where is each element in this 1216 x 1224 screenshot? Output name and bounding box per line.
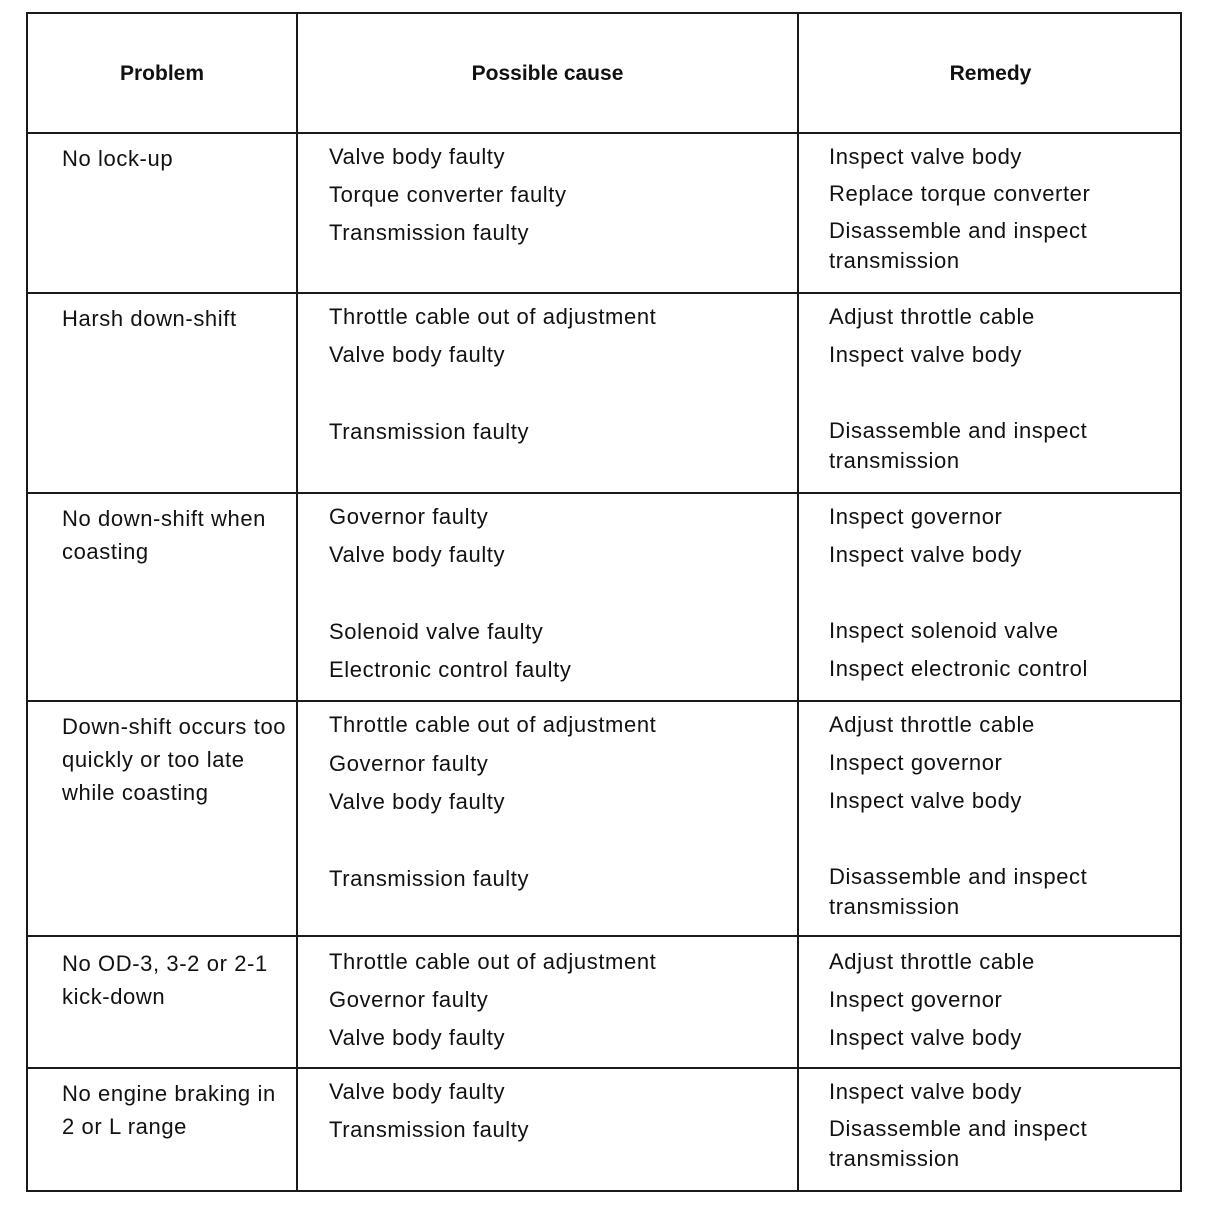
remedy-line: Inspect valve body [829, 1079, 1023, 1104]
remedy-line: Disassemble and inspect [829, 864, 1088, 889]
cause-line: Governor faulty [329, 987, 489, 1012]
cause-line: Valve body faulty [329, 542, 506, 567]
remedy-line: Disassemble and inspect [829, 218, 1088, 243]
cause-line: Electronic control faulty [329, 657, 572, 682]
cause-line: Valve body faulty [329, 144, 506, 169]
row-divider [28, 935, 1180, 937]
cause-line: Valve body faulty [329, 1025, 506, 1050]
problem-cell: No engine braking in 2 or L range [62, 1081, 276, 1139]
remedy-line: Adjust throttle cable [829, 949, 1035, 974]
row-divider [28, 1067, 1180, 1069]
cause-line: Governor faulty [329, 751, 489, 776]
remedy-line: Inspect valve body [829, 342, 1023, 367]
cause-line: Throttle cable out of adjustment [329, 304, 657, 329]
troubleshooting-table [26, 12, 1182, 1192]
row-divider [28, 492, 1180, 494]
remedy-line: Inspect governor [829, 504, 1003, 529]
cause-line: Transmission faulty [329, 866, 530, 891]
remedy-line: transmission [829, 894, 960, 919]
remedy-line: Inspect solenoid valve [829, 618, 1059, 643]
remedy-line: Disassemble and inspect [829, 1116, 1088, 1141]
remedy-line: transmission [829, 1146, 960, 1171]
remedy-line: transmission [829, 448, 960, 473]
problem-cell: Harsh down-shift [62, 306, 237, 331]
header-possible-cause: Possible cause [471, 62, 624, 85]
cause-line: Transmission faulty [329, 220, 530, 245]
problem-cell: No OD-3, 3-2 or 2-1 kick-down [62, 951, 268, 1009]
remedy-line: Disassemble and inspect [829, 418, 1088, 443]
header-remedy: Remedy [949, 62, 1032, 85]
cause-line: Throttle cable out of adjustment [329, 949, 657, 974]
remedy-line: Inspect valve body [829, 788, 1023, 813]
problem-cell: Down-shift occurs too quickly or too late while coasting [62, 714, 287, 805]
header-problem: Problem [119, 62, 205, 85]
cause-line: Governor faulty [329, 504, 489, 529]
remedy-line: Inspect electronic control [829, 656, 1088, 681]
cause-line: Transmission faulty [329, 1117, 530, 1142]
cause-line: Valve body faulty [329, 342, 506, 367]
cause-line: Valve body faulty [329, 1079, 506, 1104]
problem-cell: No lock-up [62, 146, 174, 171]
remedy-line: Inspect governor [829, 987, 1003, 1012]
row-divider [28, 700, 1180, 702]
column-divider [797, 14, 799, 1190]
problem-cell: No down-shift when coasting [62, 506, 267, 564]
remedy-line: Replace torque converter [829, 181, 1091, 206]
remedy-line: Inspect valve body [829, 542, 1023, 567]
cause-line: Torque converter faulty [329, 182, 567, 207]
cause-line: Valve body faulty [329, 789, 506, 814]
remedy-line: Adjust throttle cable [829, 304, 1035, 329]
row-divider [28, 292, 1180, 294]
remedy-line: Inspect valve body [829, 144, 1023, 169]
remedy-line: Inspect valve body [829, 1025, 1023, 1050]
remedy-line: Inspect governor [829, 750, 1003, 775]
cause-line: Throttle cable out of adjustment [329, 712, 657, 737]
column-divider [296, 14, 298, 1190]
remedy-line: Adjust throttle cable [829, 712, 1035, 737]
remedy-line: transmission [829, 248, 960, 273]
cause-line: Transmission faulty [329, 419, 530, 444]
cause-line: Solenoid valve faulty [329, 619, 544, 644]
